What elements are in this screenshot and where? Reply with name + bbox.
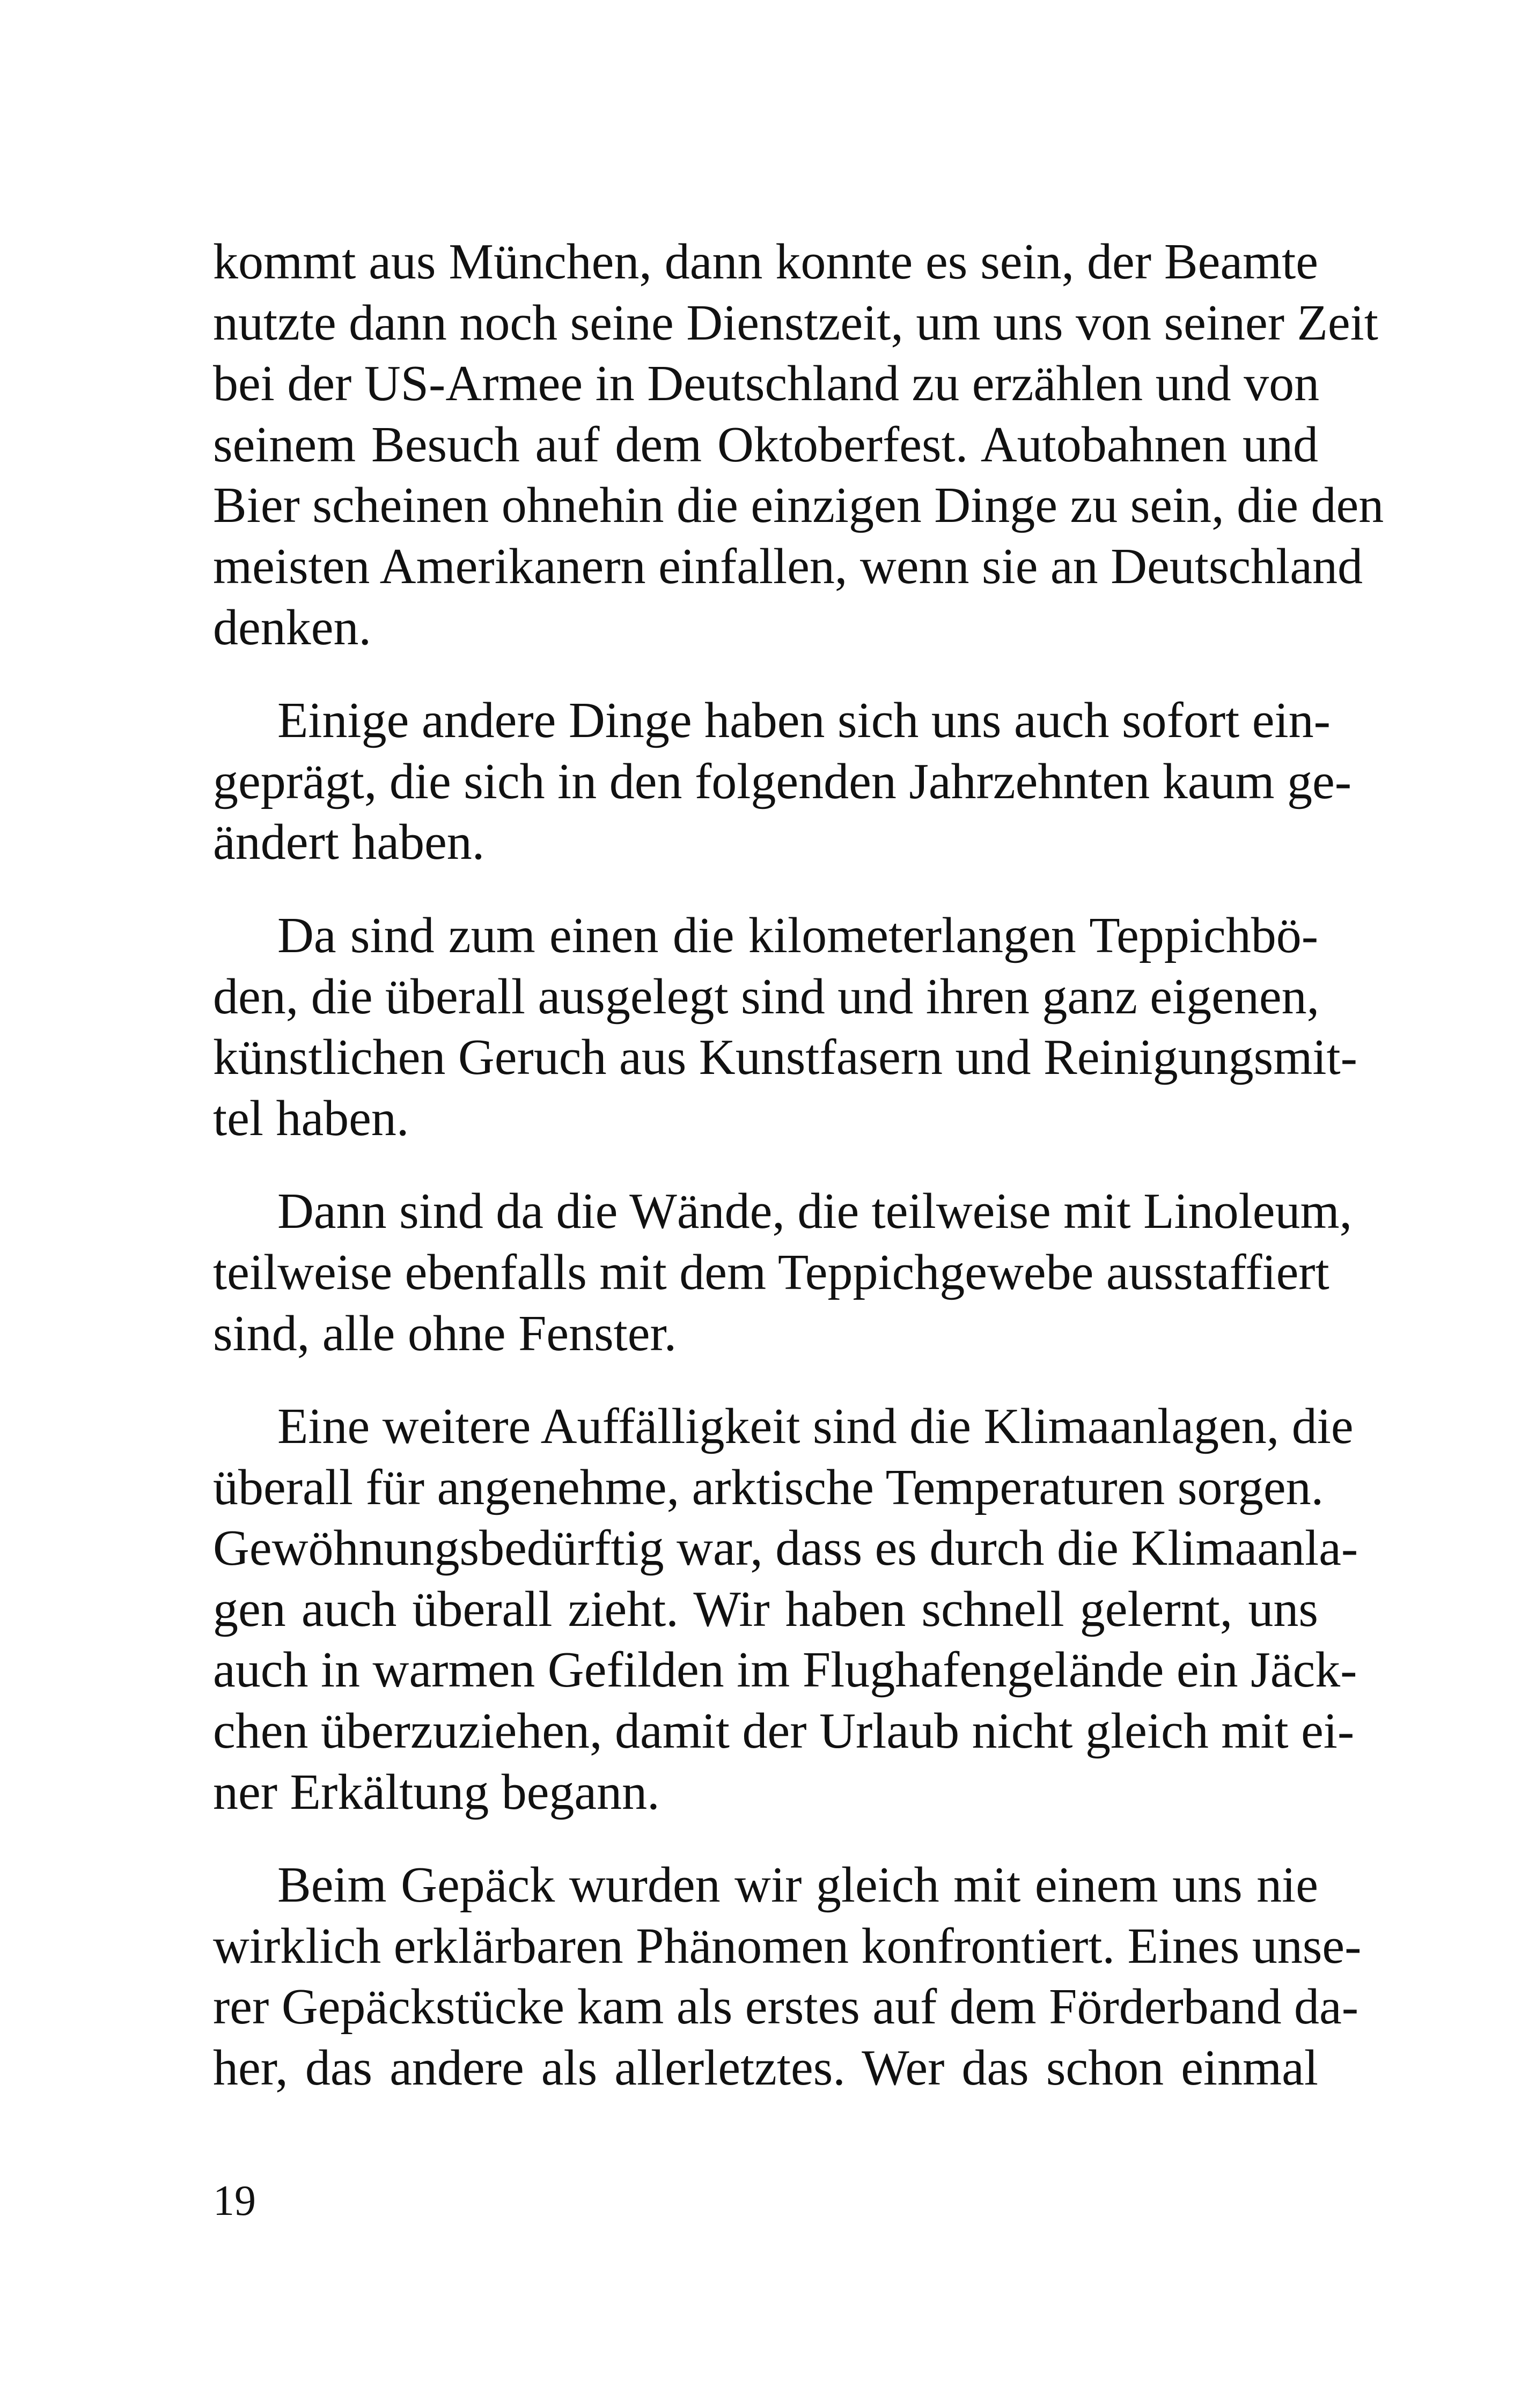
text-line: den, die überall ausgelegt sind und ihren ganz eigenen, [213, 968, 1320, 1025]
text-line: überall für angenehme, arktische Temperaturen sorgen. [213, 1459, 1324, 1515]
text-line: seinem Besuch auf dem Oktoberfest. Autobahnen und [213, 416, 1318, 473]
paragraph-5 [213, 1396, 1358, 1823]
text-line: ändert haben. [213, 814, 485, 871]
text-line: Dann sind da die Wände, die teilweise mit Linoleum, [277, 1183, 1353, 1240]
paragraph-6 [213, 1855, 1362, 2098]
text-line: Beim Gepäck wurden wir gleich mit einem uns nie [277, 1857, 1318, 1913]
paragraph-4 [213, 1181, 1353, 1364]
text-line: gen auch überall zieht. Wir haben schnell gelernt, uns [213, 1581, 1318, 1637]
text-line: bei der US-Armee in Deutschland zu erzählen und von [213, 356, 1320, 412]
text-line: auch in warmen Gefilden im Flughafengelände ein Jäck- [213, 1642, 1357, 1698]
text-line: ner Erkältung begann. [213, 1764, 660, 1820]
text-line: Eine weitere Auffälligkeit sind die Klimaanlagen, die [277, 1398, 1354, 1455]
text-line: teilweise ebenfalls mit dem Teppichgewebe ausstaffiert [213, 1244, 1329, 1300]
text-line: sind, alle ohne Fenster. [213, 1305, 677, 1361]
text-line: Bier scheinen ohnehin die einzigen Dinge zu sein, die den [213, 477, 1384, 534]
text-line: tel haben. [213, 1090, 409, 1146]
page-number: 19 [213, 2177, 256, 2225]
body-text [213, 232, 1384, 2131]
text-line: Da sind zum einen die kilometerlangen Teppichbö- [277, 907, 1318, 963]
text-line: künstlichen Geruch aus Kunstfasern und Reinigungsmit- [213, 1029, 1357, 1086]
text-line: rer Gepäckstücke kam als erstes auf dem Förderband da- [213, 1979, 1359, 2035]
paragraph-1 [213, 232, 1384, 658]
text-line: Einige andere Dinge haben sich uns auch sofort ein- [277, 693, 1331, 749]
text-line: geprägt, die sich in den folgenden Jahrzehnten kaum ge- [213, 753, 1352, 809]
text-line: chen überzuziehen, damit der Urlaub nicht gleich mit ei- [213, 1703, 1355, 1759]
paragraph-3 [213, 905, 1357, 1149]
text-line: Gewöhnungsbedürftig war, dass es durch die Klimaanla- [213, 1520, 1358, 1577]
text-line: kommt aus München, dann konnte es sein, der Beamte [213, 234, 1318, 290]
text-line: her, das andere als allerletztes. Wer das schon einmal [213, 2040, 1318, 2096]
text-line: meisten Amerikanern einfallen, wenn sie an Deutschland [213, 538, 1363, 594]
text-line: nutzte dann noch seine Dienstzeit, um uns von seiner Zeit [213, 294, 1378, 351]
paragraph-2 [213, 690, 1352, 873]
text-line: wirklich erklärbaren Phänomen konfrontiert. Eines unse- [213, 1918, 1362, 1974]
text-line: denken. [213, 599, 371, 656]
